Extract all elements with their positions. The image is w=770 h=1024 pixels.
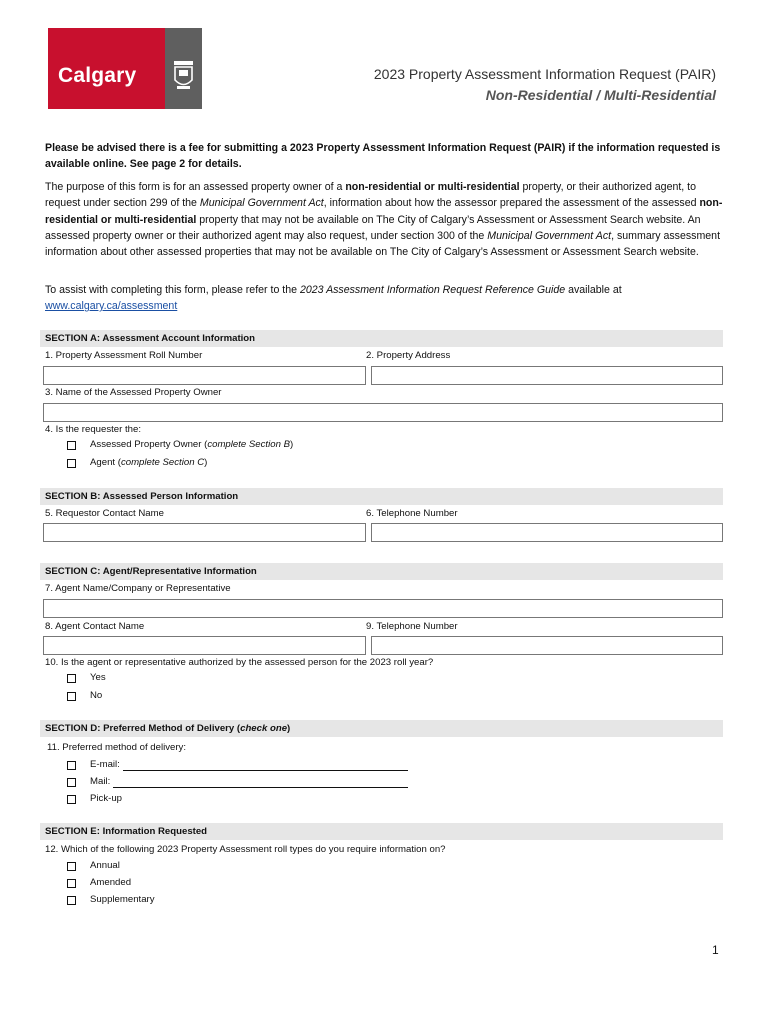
annual-checkbox[interactable]	[67, 862, 76, 871]
owner-option-label	[90, 439, 293, 450]
requester-question: 4. Is the requester the:	[45, 424, 141, 435]
requestor-contact-input[interactable]	[43, 523, 366, 542]
page-number: 1	[712, 943, 719, 957]
owner-name-label: 3. Name of the Assessed Property Owner	[45, 387, 222, 398]
option-italic: complete Section B	[207, 439, 290, 450]
telephone-label: 6. Telephone Number	[366, 508, 458, 519]
agent-option-label	[90, 457, 207, 468]
section-a-header: SECTION A: Assessment Account Information	[40, 330, 723, 347]
requestor-contact-label: 5. Requestor Contact Name	[45, 508, 164, 519]
calgary-logo	[48, 28, 202, 109]
assessment-link[interactable]: www.calgary.ca/assessment	[45, 300, 178, 313]
act-name: Municipal Government Act	[487, 229, 612, 242]
option-text: )	[289, 439, 294, 450]
agent-checkbox[interactable]	[67, 459, 76, 468]
mail-label: Mail:	[90, 776, 111, 787]
purpose-text: property that may not be available on The City of Calgary’s Assessment or Assessment Search website. An assessed property owner or their authorized agent may also request, under section 300 of the	[45, 213, 701, 242]
purpose-text: , summary assessment information about other assessed properties that may not be available on The City of Calgary’s Assessment or Assessment Search website.	[45, 229, 721, 259]
section-d-header	[40, 720, 723, 737]
agent-contact-input[interactable]	[43, 636, 366, 655]
section-b-header: SECTION B: Assessed Person Information	[40, 488, 723, 505]
option-italic: complete Section C	[120, 457, 205, 468]
telephone-input[interactable]	[371, 523, 723, 542]
pickup-label: Pick-up	[90, 793, 122, 804]
authorization-question: 10. Is the agent or representative authorized by the assessed person for the 2023 roll year?	[45, 657, 434, 668]
roll-types-question: 12. Which of the following 2023 Property Assessment roll types do you require information on?	[45, 844, 446, 855]
reference-guide-name: 2023 Assessment Information Request Reference Guide	[299, 284, 566, 296]
email-label: E-mail:	[90, 759, 120, 770]
assist-text: available at	[565, 284, 622, 296]
section-d-title: )	[287, 723, 291, 734]
email-checkbox[interactable]	[67, 761, 76, 770]
property-address-input[interactable]	[371, 366, 723, 385]
logo-wordmark: Calgary	[58, 64, 137, 87]
purpose-paragraph	[45, 179, 730, 260]
section-c-header: SECTION C: Agent/Representative Information	[40, 563, 723, 580]
purpose-text: property, or their authorized agent, to request under section 299 of the	[45, 181, 697, 210]
agent-name-input[interactable]	[43, 599, 723, 618]
yes-label: Yes	[90, 672, 106, 683]
purpose-bold: non-residential or multi-residential	[345, 181, 520, 193]
agent-name-label: 7. Agent Name/Company or Representative	[45, 583, 231, 594]
section-d-italic: check one	[240, 723, 288, 734]
yes-checkbox[interactable]	[67, 674, 76, 683]
owner-name-input[interactable]	[43, 403, 723, 422]
amended-checkbox[interactable]	[67, 879, 76, 888]
logo-grey-panel	[165, 28, 202, 109]
roll-number-label: 1. Property Assessment Roll Number	[45, 350, 203, 361]
section-e-header: SECTION E: Information Requested	[40, 823, 723, 840]
agent-telephone-label: 9. Telephone Number	[366, 621, 458, 632]
supplementary-label: Supplementary	[90, 894, 155, 905]
purpose-text: The purpose of this form is for an assessed property owner of a	[45, 181, 346, 193]
form-title: 2023 Property Assessment Information Request (PAIR)	[373, 66, 716, 82]
no-checkbox[interactable]	[67, 692, 76, 701]
assist-text: To assist with completing this form, please refer to the	[45, 284, 300, 296]
assist-paragraph	[45, 282, 730, 315]
city-crest-icon	[172, 58, 195, 92]
no-label: No	[90, 690, 103, 701]
purpose-text: , information about how the assessor prepared the assessment of the assessed	[323, 197, 700, 210]
agent-contact-label: 8. Agent Contact Name	[45, 621, 145, 632]
mail-input-line[interactable]	[113, 787, 408, 788]
annual-label: Annual	[90, 860, 120, 871]
fee-notice: Please be advised there is a fee for submitting a 2023 Property Assessment Information Request (PAIR) if the information requested is available online. See page 2 for details.	[45, 142, 721, 170]
supplementary-checkbox[interactable]	[67, 896, 76, 905]
delivery-question: 11. Preferred method of delivery:	[47, 742, 187, 753]
agent-telephone-input[interactable]	[371, 636, 723, 655]
act-name: Municipal Government Act	[199, 197, 324, 210]
owner-checkbox[interactable]	[67, 441, 76, 450]
option-text: Agent (	[90, 457, 121, 468]
purpose-bold: non-residential or multi-residential	[45, 197, 723, 226]
email-input-line[interactable]	[123, 770, 408, 771]
mail-checkbox[interactable]	[67, 778, 76, 787]
amended-label: Amended	[90, 877, 132, 888]
section-d-title: SECTION D: Preferred Method of Delivery (	[45, 723, 241, 734]
form-subtitle: Non-Residential / Multi-Residential	[485, 87, 716, 103]
option-text: Assessed Property Owner (	[90, 439, 208, 450]
option-text: )	[204, 457, 208, 468]
pickup-checkbox[interactable]	[67, 795, 76, 804]
roll-number-input[interactable]	[43, 366, 366, 385]
property-address-label: 2. Property Address	[366, 350, 451, 361]
